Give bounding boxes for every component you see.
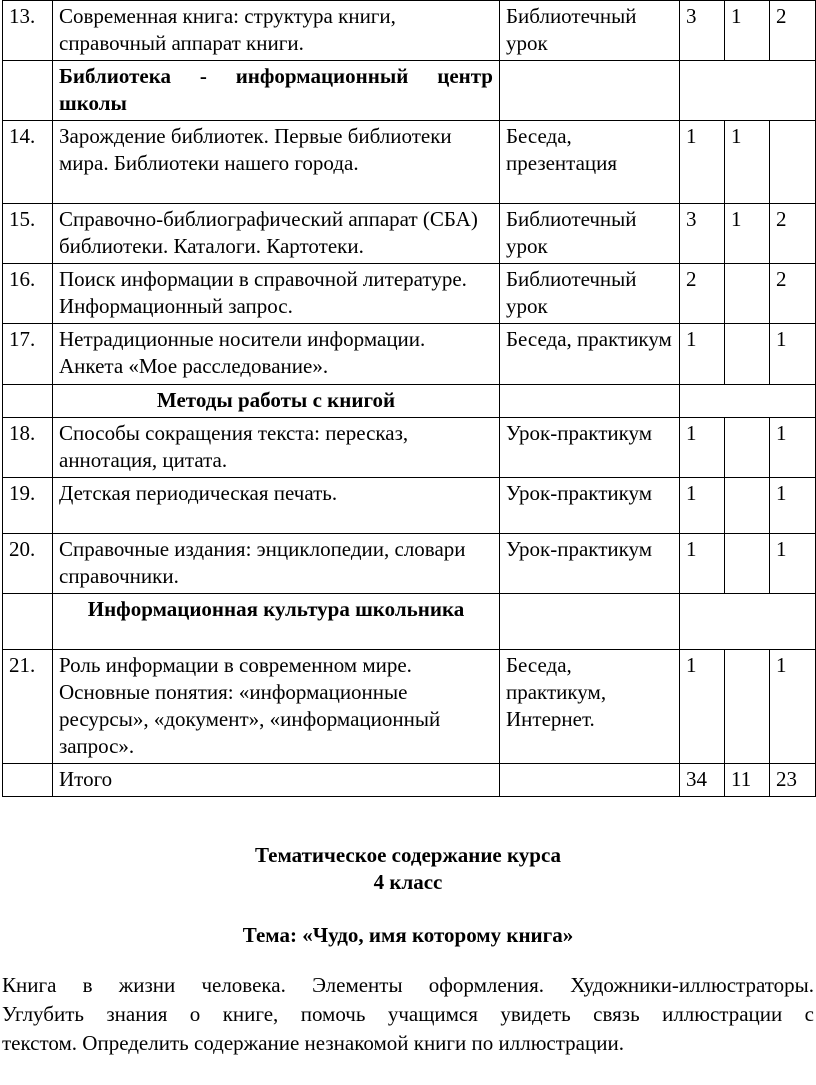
lesson-form-cell: Урок-практикум: [500, 478, 680, 534]
section-title: Информационная культура школьника: [53, 594, 500, 650]
section-title: Библиотека - информационный центр школы: [53, 61, 500, 121]
topic-cell: Роль информации в современном мире. Основные понятия: «информационные ресурсы», «документ», «информационный запрос».: [53, 650, 500, 764]
section-row: [3, 61, 816, 121]
table-row: [3, 264, 816, 324]
topic-cell: Детская периодическая печать.: [53, 478, 500, 534]
lesson-form-cell: [500, 61, 680, 121]
grade-heading: 4 класс: [373, 870, 443, 894]
table-row: [3, 534, 816, 594]
hours-cell: [680, 61, 816, 121]
theory-hours-cell: [725, 264, 770, 324]
practice-hours-cell: [770, 121, 816, 204]
paragraph-line: Углубить знания о книге, помочь учащимся увидеть связь иллюстрации с: [2, 1002, 814, 1026]
table-row: [3, 1, 816, 61]
practice-hours-cell: 1: [770, 478, 816, 534]
row-number-cell: 16.: [3, 264, 53, 324]
lesson-form-cell: Урок-практикум: [500, 534, 680, 594]
section-title: Методы работы с книгой: [53, 385, 500, 418]
theory-hours-cell: 11: [725, 764, 770, 797]
section-row: [3, 594, 816, 650]
row-number-cell: 14.: [3, 121, 53, 204]
total-hours-cell: 1: [680, 650, 725, 764]
hours-cell: [680, 594, 816, 650]
lesson-form-cell: Беседа, практикум, Интернет.: [500, 650, 680, 764]
total-hours-cell: 1: [680, 478, 725, 534]
topic-cell: Зарождение библиотек. Первые библиотеки мира. Библиотеки нашего города.: [53, 121, 500, 204]
section-row: [3, 385, 816, 418]
table-row: [3, 650, 816, 764]
topic-heading: Тема: «Чудо, имя которому книга»: [242, 923, 574, 947]
practice-hours-cell: 1: [770, 418, 816, 478]
topic-cell: Справочно-библиографический аппарат (СБА) библиотеки. Каталоги. Картотеки.: [53, 204, 500, 264]
lesson-form-cell: Библиотечный урок: [500, 1, 680, 61]
total-hours-cell: 1: [680, 534, 725, 594]
topic-cell: Справочные издания: энциклопедии, словари справочники.: [53, 534, 500, 594]
table-row: [3, 478, 816, 534]
practice-hours-cell: 1: [770, 534, 816, 594]
row-number-cell: [3, 594, 53, 650]
row-number-cell: 13.: [3, 1, 53, 61]
row-number-cell: 19.: [3, 478, 53, 534]
lesson-form-cell: Урок-практикум: [500, 418, 680, 478]
table-row: [3, 324, 816, 385]
lesson-form-cell: Библиотечный урок: [500, 204, 680, 264]
row-number-cell: [3, 61, 53, 121]
practice-hours-cell: 2: [770, 204, 816, 264]
topic-cell: Нетрадиционные носители информации. Анкета «Мое расследование».: [53, 324, 500, 385]
topic-cell: Современная книга: структура книги, справочный аппарат книги.: [53, 1, 500, 61]
table-row: [3, 418, 816, 478]
practice-hours-cell: 1: [770, 650, 816, 764]
practice-hours-cell: 23: [770, 764, 816, 797]
hours-cell: [680, 385, 816, 418]
theory-hours-cell: [725, 324, 770, 385]
topic-cell: Поиск информации в справочной литературе. Информационный запрос.: [53, 264, 500, 324]
lesson-form-cell: Беседа, презентация: [500, 121, 680, 204]
theory-hours-cell: [725, 478, 770, 534]
row-number-cell: 17.: [3, 324, 53, 385]
lesson-form-cell: Библиотечный урок: [500, 264, 680, 324]
thematic-plan-table: [2, 0, 816, 797]
total-hours-cell: 3: [680, 1, 725, 61]
lesson-form-cell: [500, 385, 680, 418]
total-hours-cell: 3: [680, 204, 725, 264]
practice-hours-cell: 1: [770, 324, 816, 385]
total-hours-cell: 1: [680, 324, 725, 385]
row-number-cell: [3, 385, 53, 418]
total-hours-cell: 34: [680, 764, 725, 797]
row-number-cell: 18.: [3, 418, 53, 478]
total-hours-cell: 1: [680, 121, 725, 204]
total-hours-cell: 2: [680, 264, 725, 324]
lesson-form-cell: Беседа, практикум: [500, 324, 680, 385]
practice-hours-cell: 2: [770, 264, 816, 324]
topic-description: [2, 971, 814, 1058]
topic-cell: Способы сокращения текста: пересказ, аннотация, цитата.: [53, 418, 500, 478]
row-number-cell: [3, 764, 53, 797]
row-number-cell: 21.: [3, 650, 53, 764]
table-row: [3, 204, 816, 264]
practice-hours-cell: 2: [770, 1, 816, 61]
paragraph-line: текстом. Определить содержание незнакомой книги по иллюстрации.: [2, 1031, 624, 1055]
lesson-form-cell: [500, 594, 680, 650]
table-row: [3, 764, 816, 797]
total-hours-cell: 1: [680, 418, 725, 478]
course-content-heading: Тематическое содержание курса: [254, 843, 562, 867]
row-number-cell: 20.: [3, 534, 53, 594]
paragraph-line: Книга в жизни человека. Элементы оформления. Художники-иллюстраторы.: [2, 973, 814, 997]
theory-hours-cell: 1: [725, 1, 770, 61]
theory-hours-cell: [725, 418, 770, 478]
topic-cell: Итого: [53, 764, 500, 797]
theory-hours-cell: 1: [725, 204, 770, 264]
lesson-form-cell: [500, 764, 680, 797]
table-row: [3, 121, 816, 204]
theory-hours-cell: [725, 534, 770, 594]
theory-hours-cell: 1: [725, 121, 770, 204]
row-number-cell: 15.: [3, 204, 53, 264]
theory-hours-cell: [725, 650, 770, 764]
